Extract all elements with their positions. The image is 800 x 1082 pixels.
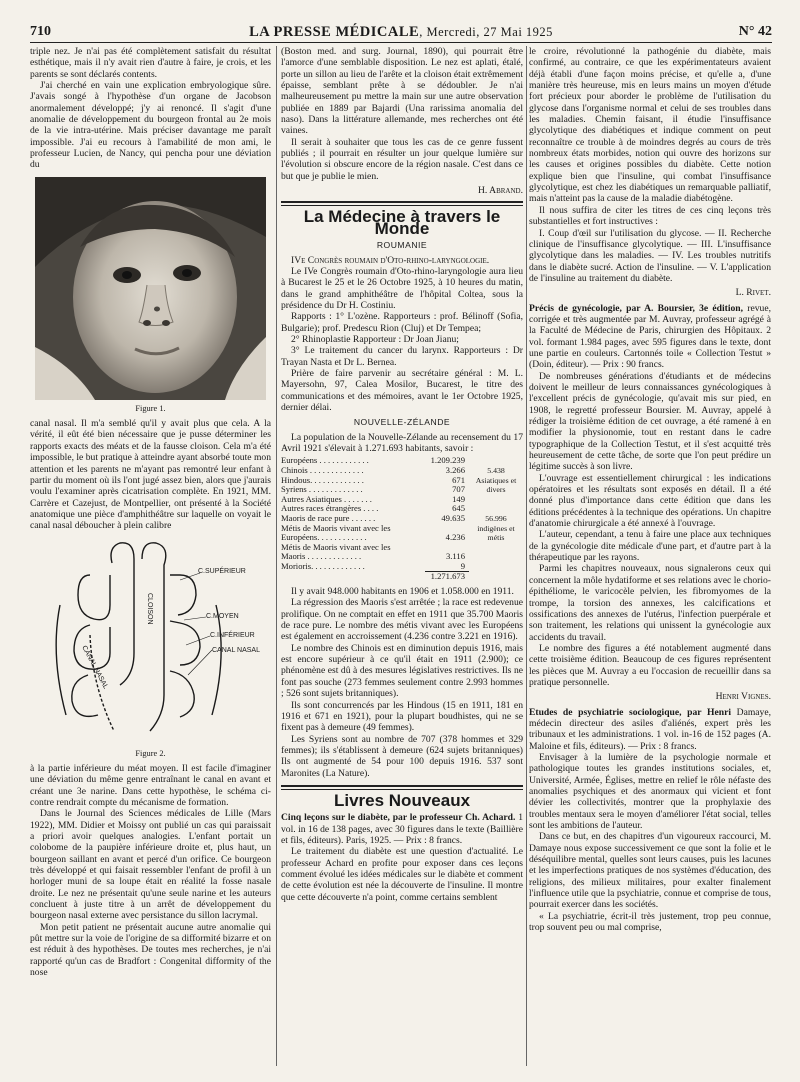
group-label: Asiatiques et divers — [475, 475, 517, 495]
column-1 — [30, 46, 271, 1066]
journal-name: LA PRESSE MÉDICALE — [249, 24, 420, 40]
paragraph: 3° Le traitement du cancer du larynx. Rapporteurs : Dr Trayan Nasta et Dr L. Bernea. — [281, 345, 523, 368]
label-c-inferieur: C.INFÉRIEUR — [210, 631, 255, 639]
figure-1-photo — [35, 177, 266, 400]
paragraph: le croire, révolutionné la pathogénie du diabète, mais confirmé, au contraire, ce que les expérimentateurs avaient déjà établi d'une façon moins précise, et qu'elle a, d'une manière très heureuse, mis en leurs mains un moyen d'étude fort précieux pour aborder le problème de l'utilisation du glycose dans l'organisme normal et celui de ses troubles dans les maladies. Chemin faisant, il étudie l'insuffisance glycolytique des diabétiques et indique comment on peut reconnaître ce trouble à de moindres degrés au cours de très nombreux états morbides, notion qui ouvre des horizons sur les causes et origines possibles du diabète. Cette notion explique bien que l'insuline, qui combat l'insuffisance glycolytique, est chez les diabétiques un remarquable palliatif, mais n'atteint pas la cause de la maladie diabétogène. — [529, 46, 771, 205]
section-rule — [281, 785, 523, 790]
row-value: 9 — [460, 560, 465, 571]
row-label: Autres races étrangères . . . . — [281, 503, 379, 514]
label-canal-nasal-right: CANAL NASAL — [212, 646, 260, 654]
country-heading: NOUVELLE-ZÉLANDE — [353, 417, 451, 428]
paragraph: La population de la Nouvelle-Zélande au recensement du 17 Avril 1921 s'élevait à 1.271.693 habitants, savoir : — [281, 431, 523, 454]
paragraph: Ils sont concurrencés par les Hindous (15 en 1911, 181 en 1916 et 671 en 1921), pour la plupart boudhistes, qui ne se fixent pas à demeure (49 femmes). — [281, 699, 523, 734]
signature: H. Abrand. — [477, 185, 523, 197]
paragraph: Le traitement du diabète est une question d'actualité. Le professeur Achard en profite pour exposer dans ces leçons comment évolué les idées médicales sur le diabète et comment de cette évolution est née la découverte de l'insuline. Il montre que cette découverte n'a point, comme certains semblent — [281, 846, 523, 903]
paragraph: La régression des Maoris s'est arrêtée ; la race est redevenue prolifique. On ne comptait en effet en 1911 que 35.700 Maoris de race pure. Le nombre des métis vivant avec les Européens est également en accroissement (4.236 contre 3.221 en 1916). — [281, 597, 523, 643]
paragraph: L'auteur, cependant, a tenu à faire une place aux techniques de la gynécologie dite médicale d'une part, et d'autre part à la thérapeutique par les rayons. — [529, 529, 771, 564]
row-label: Chinois . . . . . . . . . . . . . — [281, 464, 364, 475]
column-2 — [281, 46, 523, 1066]
row-label: Maoris . . . . . . . . . . . . . — [281, 551, 362, 562]
empty-cell — [469, 572, 523, 582]
paragraph: Parmi les chapitres nouveaux, nous signalerons ceux qui concernent la môle hydatiforme et ses relations avec le chorio-épithéliome, le varicocèle pelvien, les fibromyomes de la trompe, la torsion des annexes, les calcifications et ossifications des annexes de l'utérus, l'infection puerpérale et son traitement, les relations qui unissent la gynécologie aux accidents du travail. — [529, 563, 771, 643]
book-details: revue, corrigée et très augmentée par M. Auvray, professeur agrégé à la Faculté de Médecine de Paris, chirurgien des Hôpitaux. 2 vol. formant 1.984 pages, avec 595 figures dans le texte, dont une partie en couleurs. Cartonnés toile « Collection Testut » (Doin, éditeur). — Prix : 90 francs. — [529, 302, 771, 371]
paragraph: Il y avait 948.000 habitants en 1906 et 1.058.000 en 1911. — [291, 586, 514, 598]
child-portrait-illustration — [35, 177, 266, 400]
paragraph: Les Syriens sont au nombre de 707 (378 hommes et 329 femmes); ils s'établissent à demeure (624 sujets britanniques) Ils ont augmenté de 54 pour 100 depuis 1916. 537 sont Maronites (La Nature). — [281, 733, 523, 779]
row-label: Syriens . . . . . . . . . . . . . — [281, 484, 363, 495]
signature: L. Rivet. — [735, 287, 771, 299]
issue-date: , Mercredi, 27 Mai 1925 — [419, 25, 553, 39]
figure-2-nasal-diagram — [30, 535, 271, 745]
paragraph: Envisager à la lumière de la psychologie normale et pathologique toutes les grandes institutions sociales, et, Université, Armée, Églises, mettre en relief le rôle néfaste des anomalies psychiques et des anormaux qui vicient et font dévier les collectivités, montrer que la prophylaxie des troubles mentaux sera le moyen d'améliorer l'état social, telles sont les ambitions de l'auteur. — [529, 751, 771, 832]
paragraph: I. Coup d'œil sur l'utilisation du glycose. — II. Recherche clinique de l'insuffisance glycolytique. — III. L'insuffisance glycolytique dans les maladies. — IV. Les troubles nutritifs dans le diabète sucré. Action de l'insuline. — V. L'application de l'insuline au traitement du diabète. — [529, 227, 771, 284]
total-row — [281, 572, 523, 582]
row-label: Métis de Maoris vivant avec les — [281, 541, 391, 552]
empty-cell — [469, 456, 523, 466]
paragraph: Prière de faire parvenir au secrétaire général : M. L. Mayersohn, 97, Calea Mosilor, Bucarest, le titre des communications et des mémoires, avant le 1er Octobre 1925, dernier délai. — [281, 367, 523, 413]
paragraph: J'ai cherché en vain une explication embryologique sûre. J'avais songé à l'hypothèse d'un organe de Jacobson anormalement développé; j'y ai renoncé. Il s'agit d'une anomalie de développement du bourgeon frontal au 2e mois de la vie intra-utérine. Mais préciser davantage me paraît impossible. J'ai eu recours à l'amabilité de mon ami, le professeur Lucien, de Nancy, qui pencha pour une déviation du — [30, 80, 271, 171]
row-label: Autres Asiatiques . . . . . . . — [281, 493, 372, 504]
row-value: 645 — [452, 503, 465, 514]
row-value: 49.635 — [441, 512, 465, 523]
issue-number: N° 42 — [738, 24, 772, 39]
section-title: Livres Nouveaux — [333, 790, 471, 810]
paragraph: Il nous suffira de citer les titres de ces cinq leçons très substantielles et fort instructives : — [529, 204, 771, 228]
paragraph: (Boston med. and surg. Journal, 1890), qui pourrait être l'amorce d'une semblable disposition. Le nez est aplati, étalé, porte un sillon au lieu de l'arête et la cloison était extrêmement épaisse, semblant prête à se dédoubler. Je n'ai malheureusement pu mettre la main sur une autre observation publiée en 1889 par Bajardi (Una rarissima anomalia del naso). Dans la littérature allemande, mes recherches ont été vaines. — [281, 46, 523, 137]
total-value: 1.271.673 — [425, 572, 469, 582]
label-canal-nasal-left: CANAL NASAL — [80, 644, 109, 690]
paragraph: à la partie inférieure du méat moyen. Il est facile d'imaginer une déviation du même genre entraînant le canal en avant et créant une 3e narine. Dans cette hypothèse, le schéma ci-contre rendrait compte du mécanisme de formation. — [30, 762, 271, 808]
section-rule — [281, 201, 523, 206]
row-label: Maoris de race pure . . . . . . — [281, 512, 376, 523]
book-title: Cinq leçons sur le diabète, par le professeur Ch. Achard. — [281, 812, 516, 824]
book-details: Damaye, médecin directeur des asiles d'aliénés, expert près les tribunaux et les administrations. 1 vol. in-16 de 152 pages (A. Maloine et fils, éditeurs). — Prix : 8 francs. — [529, 706, 771, 752]
group-indigenous-total — [469, 514, 523, 572]
paragraph: Dans le Journal des Sciences médicales de Lille (Mars 1922), MM. Didier et Moissy ont publié un cas qui paraissait a priori avoir quelques analogies. L'enfant portait un colobome de la paupière inférieure droite et, plus haut, un bourgeon saillant en avant et percé d'un orifice. Ce bourgeon très développé et qui faisait ressembler l'enfant de profil à un horloger muni de sa loupe était en réalité la fosse nasale droite. Le nez ne présentait qu'une seule narine et les auteurs concluent à juste titre à un arrêt de développement du bourgeon nasal externe avec persistance du sillon lacrymal. — [30, 808, 271, 922]
section-title: La Médecine à travers le Monde — [303, 207, 501, 238]
paragraph: De nombreuses générations d'étudiants et de médecins doivent le meilleur de leurs connaissances gynécologiques à l'excellent précis de gynécologie, qu'avait mis sur pied, en 1908, le regretté professeur Boursier. M. Auvray, appelé à rédiger la troisième édition de cet ouvrage, a été ramené à en modifier la physionomie, tout en restant dans le cadre typographique de la Collection Testut, et il s'est acquitté très heureusement de cette tâche, de sorte que l'on peut prédire un légitime succès à son livre. — [529, 370, 771, 473]
label-c-superieur: C.SUPÉRIEUR — [198, 567, 246, 575]
row-value: 4.236 — [445, 532, 465, 543]
page-number: 710 — [30, 24, 51, 39]
row-label: Morioris. . . . . . . . . . . . . — [281, 560, 365, 571]
row-value: 3.116 — [445, 551, 465, 562]
paragraph: Dans ce but, en des chapitres d'un vigoureux raccourci, M. Damaye nous expose successivement ce que sont la folie et le déséquilibre mental, quelles sont leurs causes, puis les lacunes et les imperfections pratiques de nos systèmes d'éducation, des religions, des milieux militaires, pour exalter finalement l'influence utile que la psychiatrie, connue et comprise de tous, pourrait exercer dans les sociétés. — [529, 831, 771, 911]
total-label — [281, 572, 425, 582]
group-value: 56.996 — [485, 513, 507, 523]
paragraph: Rapports : 1° L'ozène. Rapporteurs : prof. Bélinoff (Sofia, Bulgarie); prof. Predescu Rion (Cluj) et Dr Tempea; — [281, 311, 523, 334]
paragraph: 2° Rhinoplastie Rapporteur : Dr Joan Jianu; — [291, 333, 459, 345]
row-label: Européens . . . . . . . . . . . . — [281, 455, 369, 466]
paragraph: L'ouvrage est essentiellement chirurgical : les indications opératoires et les résultats sont exposés en détail. Il a été donné plus d'importance dans cette édition que dans les éditions précédentes à la technique des opérations. Un chapitre d'anatomie chirurgicale a été annexé à l'ouvrage. — [529, 472, 771, 530]
column-3 — [529, 46, 771, 1066]
paragraph: Le nombre des figures a été notablement augmenté dans cette troisième édition. Beaucoup de ces figures représentent les pièces que M. Auvray a eu l'occasion de recueillir dans sa pratique personnelle. — [529, 642, 771, 688]
row-value: 149 — [452, 493, 465, 504]
row-label: Hindous. . . . . . . . . . . . . — [281, 474, 364, 485]
country-heading: ROUMANIE — [376, 240, 428, 251]
group-label: indigènes et métis — [477, 523, 515, 543]
paragraph: Le IVe Congrès roumain d'Oto-rhino-laryngologie aura lieu à Bucarest le 25 et le 26 Octobre 1925, à 10 heures du matin, dans le grand amphithéâtre de l'hôpital Coltea, sous la présidence du Dr H. Costiniu. — [281, 265, 523, 311]
paragraph: « La psychiatrie, écrit-il très justement, trop peu connue, trop souvent peu ou mal comprise, — [529, 910, 771, 934]
row-label: Européens. . . . . . . . . . . . — [281, 532, 367, 543]
row-value: 707 — [452, 484, 465, 495]
journal-title — [30, 24, 772, 41]
row-value: 3.266 — [445, 464, 465, 475]
paragraph: triple nez. Je n'ai pas été complètement satisfait du résultat esthétique, mais il n'y avait rien d'autre à faire, je crois, et les parents se sont déclarés contents. — [30, 46, 271, 80]
column-divider-1 — [276, 46, 277, 1066]
row-value: 671 — [452, 474, 465, 485]
group-asiatic-total — [469, 466, 523, 514]
paragraph: Mon petit patient ne présentait aucune autre anomalie qui pût mettre sur la voie de l'origine de sa difformité bizarre et on est réduit à des hypothèses. De toutes mes recherches, je n'ai rapporté qu'un cas de Bradfort : Congenital difformity of the nose — [30, 921, 271, 979]
figure-1-caption: Figure 1. — [135, 403, 166, 413]
paragraph: Le nombre des Chinois est en diminution depuis 1916, mais est encore supérieur à ce qu'il était en 1911 (2.900); ce phénomène est dû à des mesures législatives restrictives. Ils ne font pas souche (273 femmes seulement contre 2.993 hommes ; 526 sont sujets britanniques). — [281, 642, 523, 700]
congress-title: IVe Congrès roumain d'Oto-rhino-laryngologie. — [291, 254, 490, 266]
group-value: 5.438 — [487, 465, 505, 475]
column-divider-2 — [526, 46, 527, 1066]
population-table — [281, 456, 523, 582]
row-value: 1.209.239 — [430, 455, 465, 466]
signature: Henri Vignes. — [715, 691, 771, 703]
figure-2-caption: Figure 2. — [135, 748, 166, 758]
page-header — [30, 22, 772, 43]
book-title: Etudes de psychiatrie sociologique, par Henri — [529, 706, 731, 718]
paragraph: Il serait à souhaiter que tous les cas de ce genre fussent publiés ; il pourrait en résulter un jour quelque lumière sur l'évolution si obscure encore de la région nasale. C'est dans ce but que je publie le mien. — [281, 136, 523, 182]
book-details: 1 vol. in 16 de 138 pages, avec 30 figures dans le texte (Baillière et fils, éditeurs). Paris, 1925. — Prix : 8 francs. — [281, 812, 523, 846]
paragraph: canal nasal. Il m'a semblé qu'il y avait plus que cela. A la vérité, il eût été bien nécessaire que je pusse déterminer les rapports exacts des méats et de la fausse cloison. Cela m'a été impossible, le but pratique à atteindre ayant absorbé toute mon attention et les parents ne m'ayant pas remontré leur enfant à partir du moment où ils l'ont jugé assez bien, alors que j'aurais voulu l'examiner après cicatrisation complète. En 1921, MM. Carrère et Cazejust, de Montpellier, ont présenté à la Société anatomique une pièce d'amphithéâtre sur laquelle on voyait le canal nasal déboucher à plein calibre — [30, 418, 271, 532]
label-c-moyen: C.MOYEN — [206, 612, 239, 620]
row-label: Métis de Maoris vivant avec les — [281, 522, 391, 533]
label-cloison: CLOISON — [146, 592, 153, 625]
book-title: Précis de gynécologie, par A. Boursier, 3e édition, — [529, 302, 744, 314]
